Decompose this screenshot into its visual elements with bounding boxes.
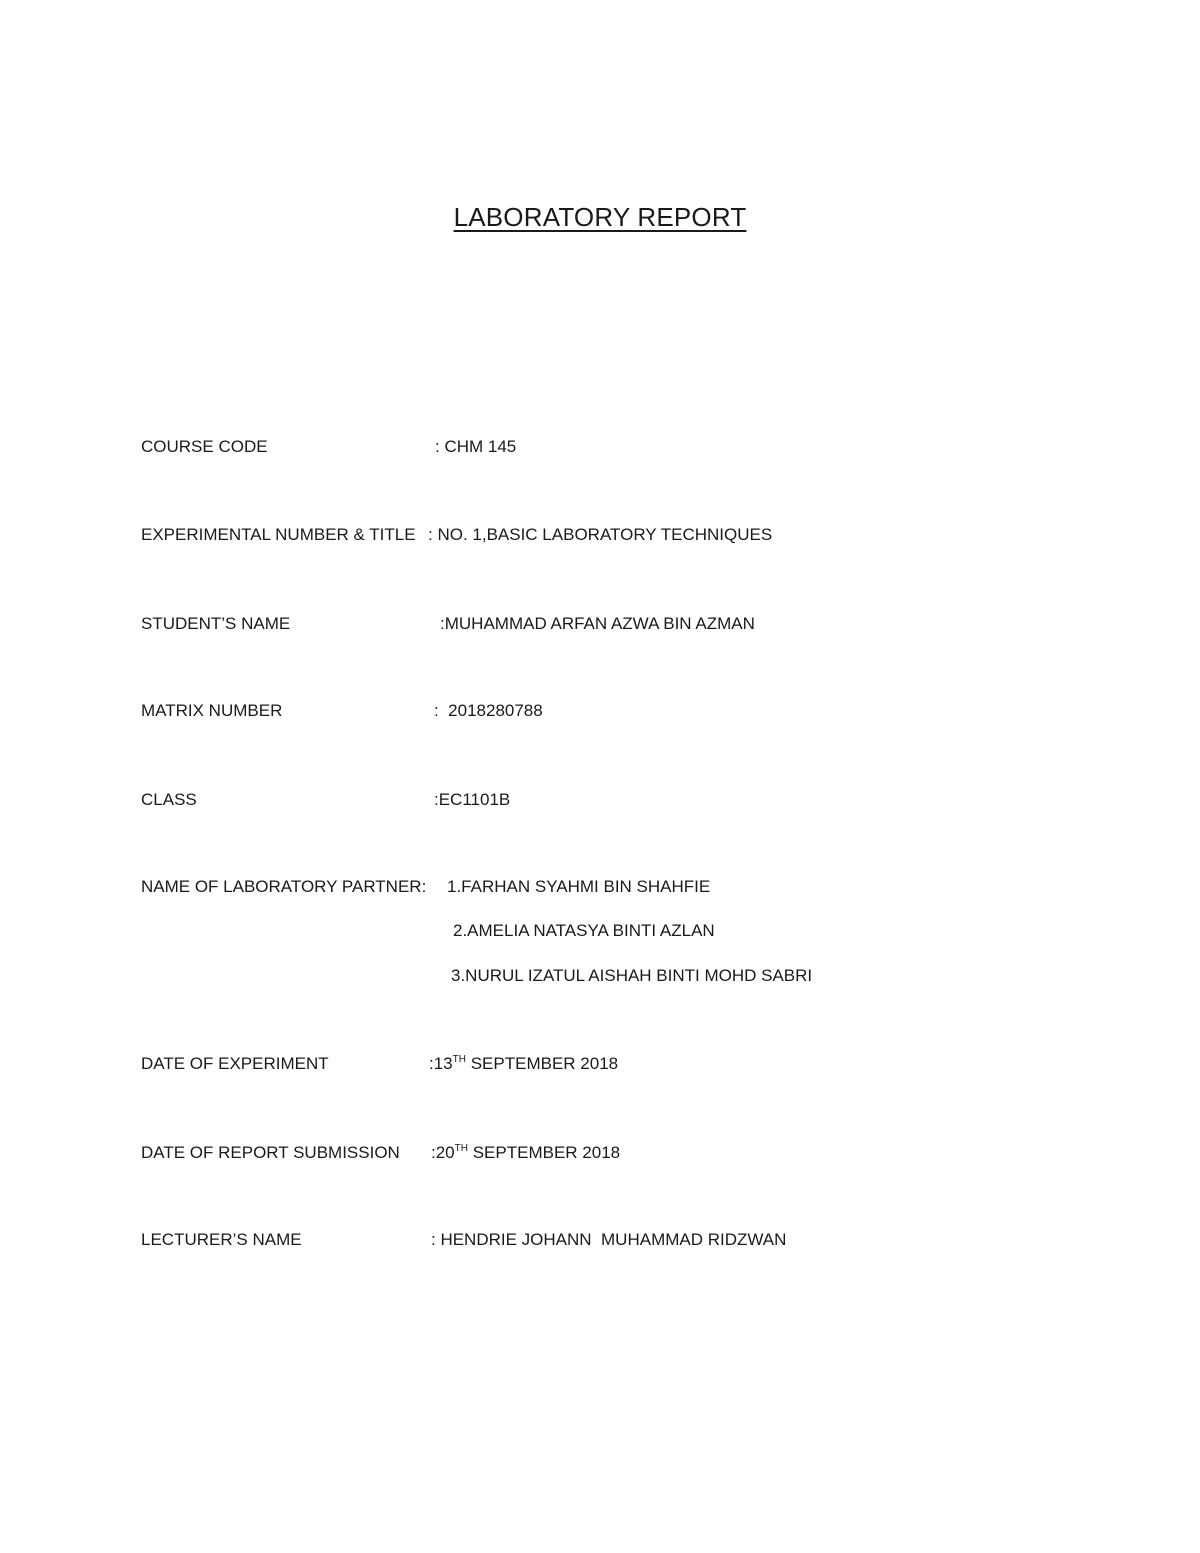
date-submission-ordinal: TH xyxy=(454,1143,468,1154)
lab-partner-label: NAME OF LABORATORY PARTNER: xyxy=(141,877,427,896)
date-experiment-prefix: :13 xyxy=(429,1054,453,1073)
date-experiment-value xyxy=(429,1053,618,1075)
date-submission-prefix: :20 xyxy=(431,1143,455,1162)
report-title: LABORATORY REPORT xyxy=(453,202,747,232)
date-experiment-label: DATE OF EXPERIMENT xyxy=(141,1054,329,1073)
experiment-label: EXPERIMENTAL NUMBER & TITLE xyxy=(141,525,416,544)
matrix-number-value: : 2018280788 xyxy=(434,701,543,720)
date-submission-suffix: SEPTEMBER 2018 xyxy=(467,1143,621,1162)
date-submission-value xyxy=(431,1142,620,1164)
date-submission-label: DATE OF REPORT SUBMISSION xyxy=(141,1143,400,1162)
course-code-value: : CHM 145 xyxy=(435,437,517,456)
class-label: CLASS xyxy=(141,790,197,809)
experiment-value: : NO. 1,BASIC LABORATORY TECHNIQUES xyxy=(428,525,773,544)
student-name-label: STUDENT’S NAME xyxy=(141,614,291,633)
student-name-value: :MUHAMMAD ARFAN AZWA BIN AZMAN xyxy=(440,614,755,633)
course-code-label: COURSE CODE xyxy=(141,437,268,456)
lab-partner-1: 1.FARHAN SYAHMI BIN SHAHFIE xyxy=(447,877,711,896)
lab-partner-2: 2.AMELIA NATASYA BINTI AZLAN xyxy=(453,921,715,940)
class-value: :EC1101B xyxy=(434,790,511,809)
lab-partner-3: 3.NURUL IZATUL AISHAH BINTI MOHD SABRI xyxy=(451,966,813,985)
lecturer-name-label: LECTURER’S NAME xyxy=(141,1230,302,1249)
lecturer-name-value: : HENDRIE JOHANN MUHAMMAD RIDZWAN xyxy=(431,1230,787,1249)
date-experiment-suffix: SEPTEMBER 2018 xyxy=(465,1054,619,1073)
matrix-number-label: MATRIX NUMBER xyxy=(141,701,283,720)
date-experiment-ordinal: TH xyxy=(452,1054,466,1065)
